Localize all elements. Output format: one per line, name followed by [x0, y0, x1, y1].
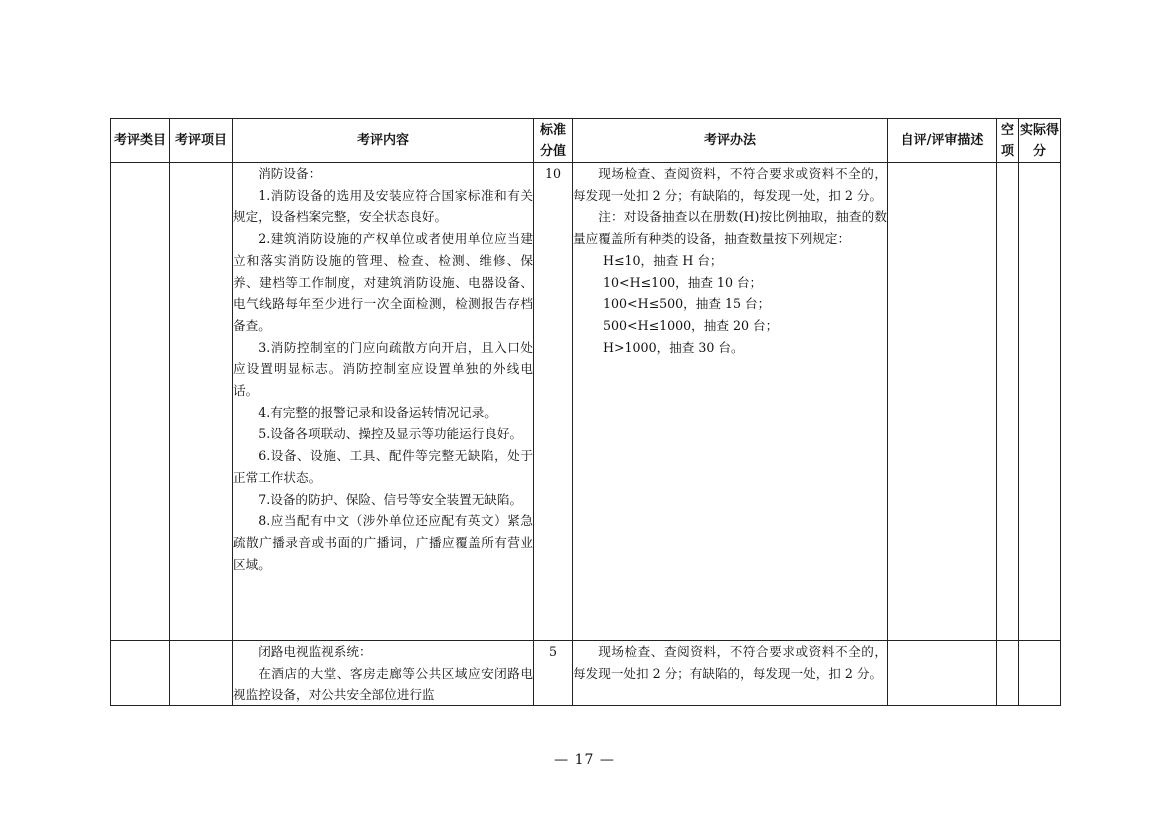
table-row — [111, 163, 1061, 641]
header-self-review: 自评/评审描述 — [888, 119, 997, 163]
header-blank: 空项 — [997, 119, 1019, 163]
method-rule: 100<H≤500，抽查 15 台； — [603, 296, 771, 312]
category-cell — [111, 163, 170, 641]
header-standard-score: 标准分值 — [534, 119, 573, 163]
method-main: 现场检查、查阅资料，不符合要求或资料不全的，每发现一处扣 2 分；有缺陷的，每发现一处，扣 2 分。 — [573, 644, 887, 681]
content-item: 1.消防设备的选用及安装应符合国家标准和有关规定，设备档案完整，安全状态良好。 — [233, 187, 533, 225]
method-cell — [573, 641, 888, 706]
header-method: 考评办法 — [573, 119, 888, 163]
table-header-row — [111, 119, 1061, 163]
method-rule: 500<H≤1000，抽查 20 台； — [603, 317, 779, 333]
page-number: — 17 — — [554, 752, 615, 768]
actual-score-cell — [1019, 163, 1061, 641]
standard-score-cell: 10 — [534, 163, 573, 641]
content-title: 消防设备： — [258, 166, 322, 181]
item-cell — [170, 163, 233, 641]
content-text: 在酒店的大堂、客房走廊等公共区域应安闭路电视监控设备，对公共安全部位进行监 — [233, 665, 533, 703]
header-content: 考评内容 — [233, 119, 534, 163]
method-main: 现场检查、查阅资料，不符合要求或资料不全的，每发现一处扣 2 分；有缺陷的，每发现一处，扣 2 分。 — [573, 166, 887, 203]
content-item: 5.设备各项联动、操控及显示等功能运行良好。 — [258, 426, 523, 442]
content-item: 8.应当配有中文（涉外单位还应配有英文）紧急疏散广播录音或书面的广播词，广播应覆盖所有营业区域。 — [233, 513, 533, 572]
header-actual-score: 实际得分 — [1019, 119, 1061, 163]
header-item: 考评项目 — [170, 119, 233, 163]
blank-cell — [997, 641, 1019, 706]
content-item: 2.建筑消防设施的产权单位或者使用单位应当建立和落实消防设施的管理、检查、检测、维修、保养、建档等工作制度，对建筑消防设施、电器设备、电气线路每年至少进行一次全面检测，检测报告存档备查。 — [233, 231, 533, 333]
method-note: 注：对设备抽查以在册数(H)按比例抽取，抽查的数量应覆盖所有种类的设备，抽查数量按下列规定： — [573, 209, 887, 247]
method-cell — [573, 163, 888, 641]
evaluation-table — [110, 118, 1061, 706]
blank-cell — [997, 163, 1019, 641]
method-rule: 10<H≤100，抽查 10 台； — [603, 274, 763, 290]
content-cell — [233, 641, 534, 706]
content-title: 闭路电视监视系统： — [258, 644, 372, 659]
method-rule: H>1000，抽查 30 台。 — [603, 339, 744, 355]
content-item: 6.设备、设施、工具、配件等完整无缺陷，处于正常工作状态。 — [233, 448, 533, 485]
method-rule: H≤10，抽查 H 台； — [603, 252, 723, 268]
actual-score-cell — [1019, 641, 1061, 706]
self-review-cell — [888, 163, 997, 641]
content-item: 7.设备的防护、保险、信号等安全装置无缺陷。 — [258, 491, 523, 507]
content-cell — [233, 163, 534, 641]
content-item: 3.消防控制室的门应向疏散方向开启，且入口处应设置明显标志。消防控制室应设置单独的外线电话。 — [233, 339, 533, 399]
table-row — [111, 641, 1061, 706]
category-cell — [111, 641, 170, 706]
self-review-cell — [888, 641, 997, 706]
header-category: 考评类目 — [111, 119, 170, 163]
standard-score-cell: 5 — [534, 641, 573, 706]
content-item: 4.有完整的报警记录和设备运转情况记录。 — [258, 404, 497, 420]
item-cell — [170, 641, 233, 706]
